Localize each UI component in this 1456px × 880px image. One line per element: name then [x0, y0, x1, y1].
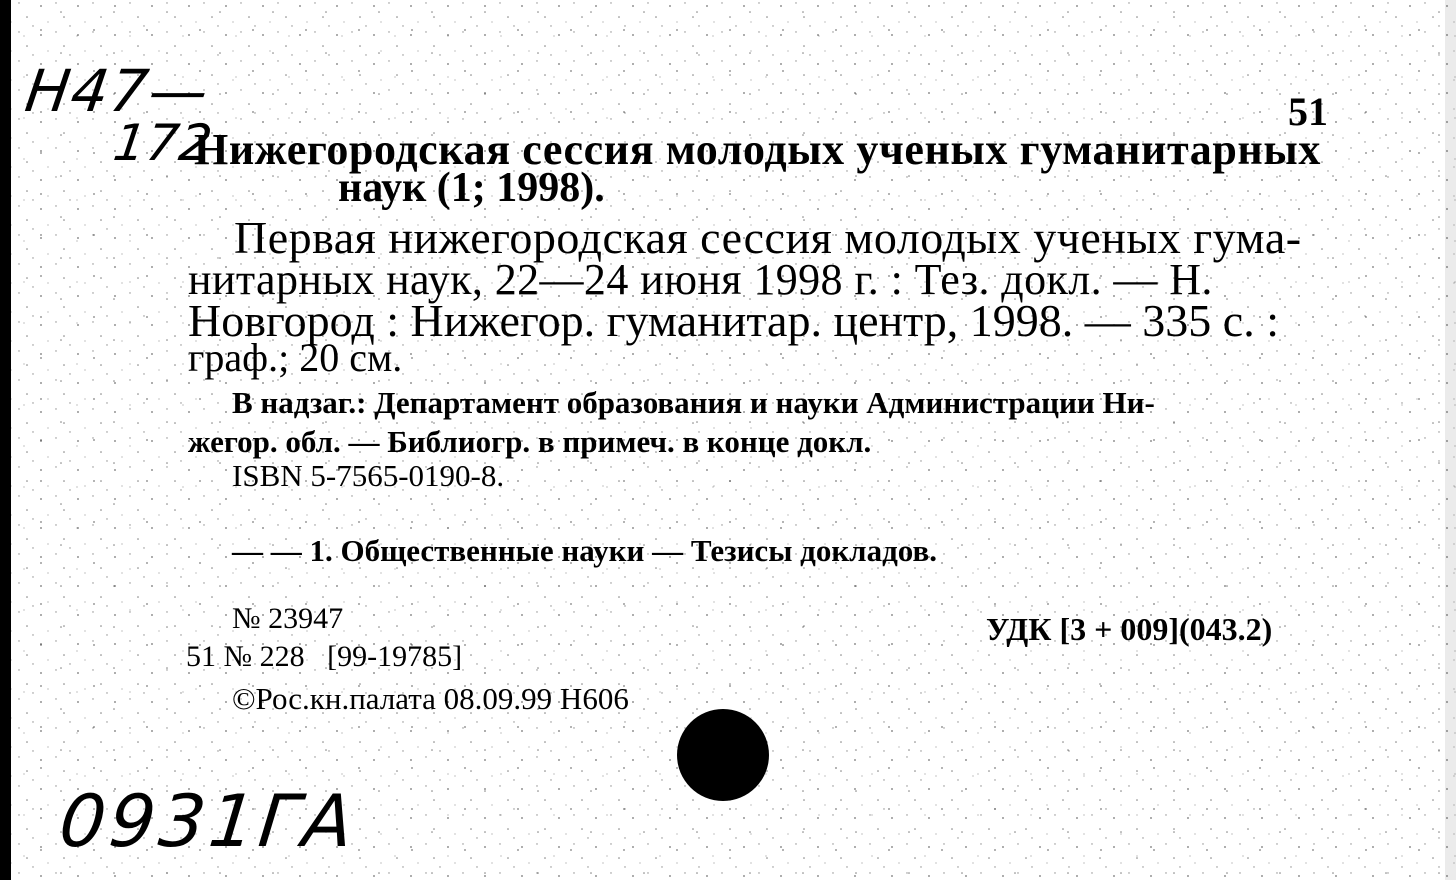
record-number: № 23947 — [232, 602, 344, 635]
heading-line1: Нижегородская сессия молодых ученых гуманитарных — [194, 125, 1321, 174]
punch-hole — [677, 709, 769, 801]
page-number: 51 — [1288, 89, 1328, 134]
book-chamber-stamp: ©Рос.кн.палата 08.09.99 Н606 — [232, 681, 629, 716]
notes-line1: В надзаг.: Департамент образования и науки Администрации Ни- — [232, 385, 1155, 420]
subject-heading: — — 1. Общественные науки — Тезисы докладов. — [232, 533, 937, 568]
isbn: ISBN 5-7565-0190-8. — [232, 458, 505, 493]
description-line1: Первая нижегородская сессия молодых ученых гума- — [234, 212, 1302, 263]
description-line4: граф.; 20 см. — [188, 335, 403, 380]
record-number-2: 51 № 228 [99-19785] — [186, 640, 463, 673]
udc-code: УДК [3 + 009](043.2) — [986, 611, 1273, 647]
heading-line2: наук (1; 1998). — [338, 165, 605, 211]
shelf-mark-line2: 172 — [109, 114, 217, 172]
description-line3: Новгород : Нижегор. гуманитар. центр, 1998. — 335 с. : — [188, 295, 1279, 346]
notes-line2: жегор. обл. — Библиогр. в примеч. в конце докл. — [188, 424, 872, 459]
inventory-number: 0931ГА — [55, 779, 362, 863]
description-line2: нитарных наук, 22—24 июня 1998 г. : Тез. докл. — Н. — [188, 255, 1213, 304]
shelf-mark-line1: Н47— — [21, 57, 215, 125]
